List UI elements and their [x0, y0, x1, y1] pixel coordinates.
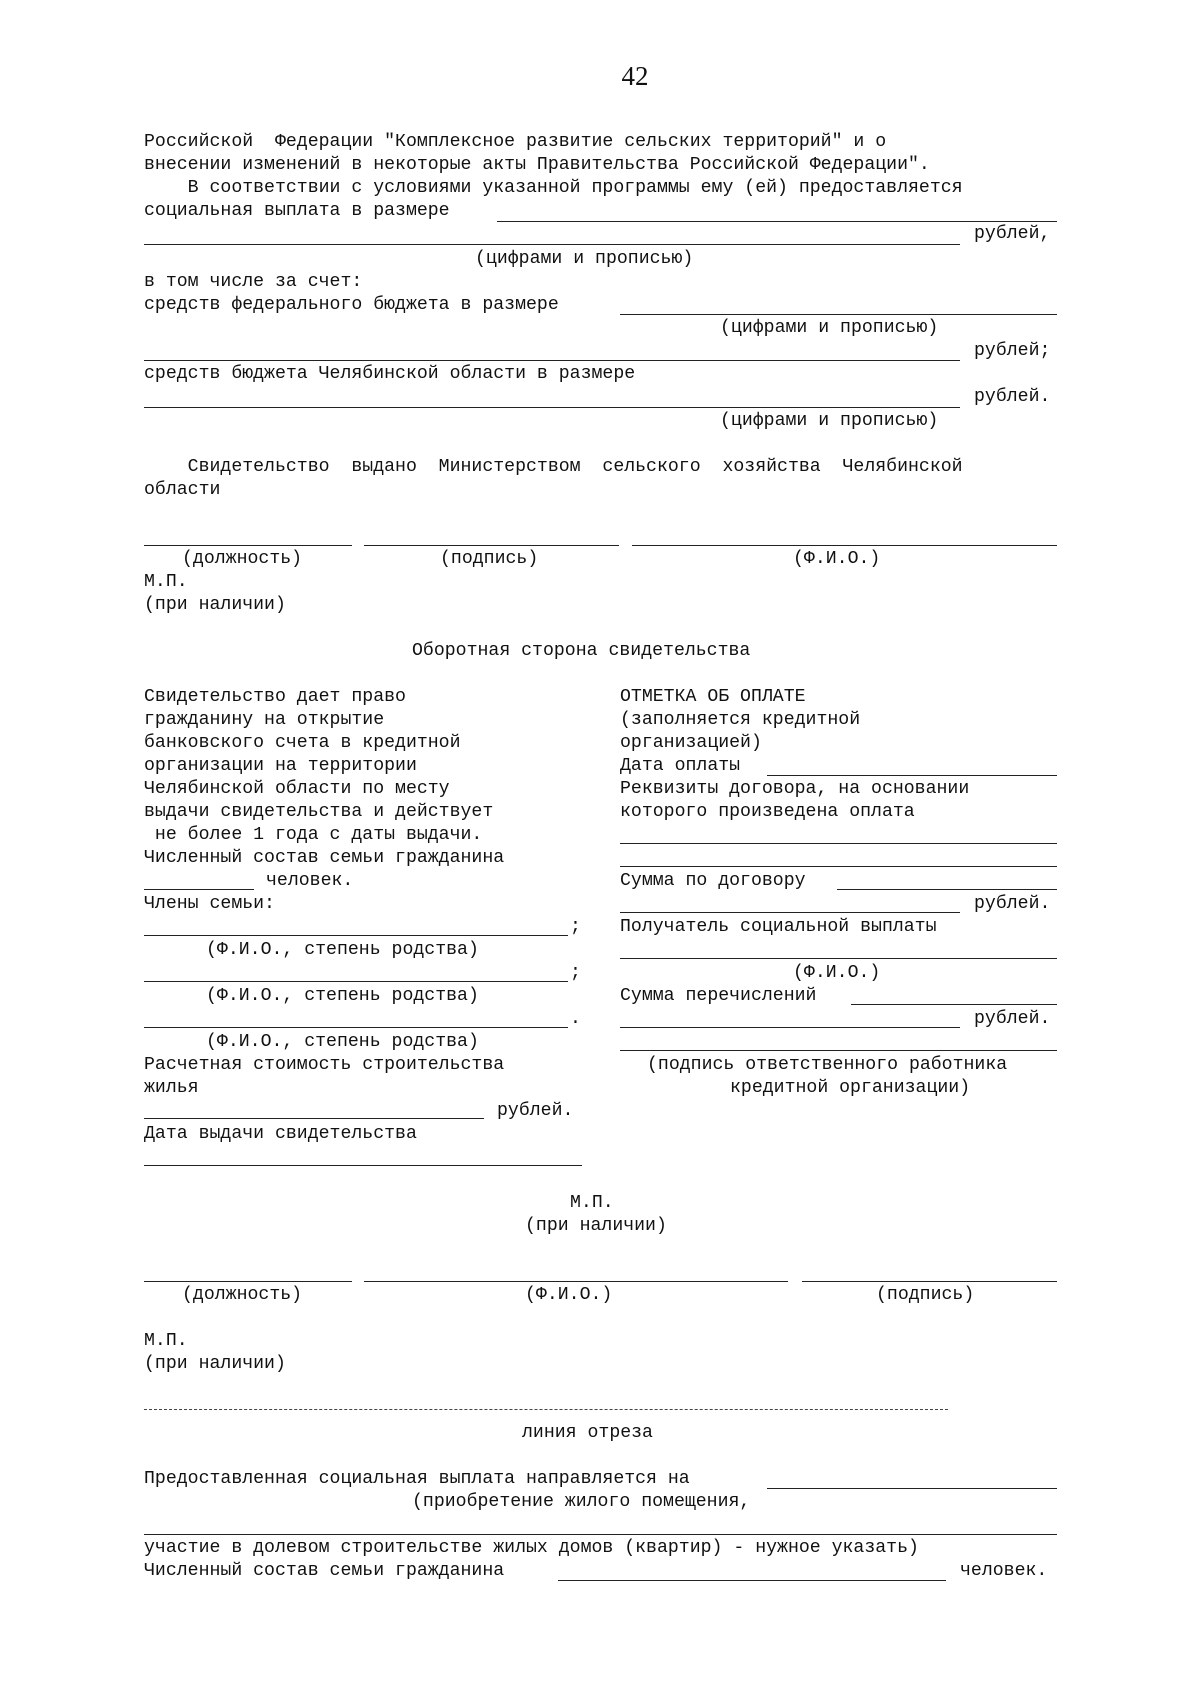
payment-mark-title: ОТМЕТКА ОБ ОПЛАТЕ — [620, 687, 806, 707]
recipient-fio-hint: (Ф.И.О.) — [793, 963, 881, 983]
family-size-field[interactable] — [144, 889, 254, 890]
recipient-label: Получатель социальной выплаты — [620, 917, 937, 937]
left-line-7: не более 1 года с даты выдачи. — [144, 825, 483, 845]
signature-label: (подпись) — [440, 549, 539, 569]
intro-line-2: внесении изменений в некоторые акты Правительства Российской Федерации". — [144, 155, 930, 175]
fio-field[interactable] — [632, 545, 1057, 546]
reverse-side-title: Оборотная сторона свидетельства — [412, 641, 751, 661]
member-2-field[interactable] — [144, 981, 568, 982]
signature-field[interactable] — [364, 545, 619, 546]
left-line-8: Численный состав семьи гражданина — [144, 848, 505, 868]
sum-transfer-field[interactable] — [851, 1004, 1057, 1005]
payment-date-label: Дата оплаты — [620, 756, 741, 776]
position-label-2: (должность) — [182, 1285, 303, 1305]
semicolon-2: ; — [570, 963, 581, 983]
sum-transfer-field-2[interactable] — [620, 1027, 960, 1028]
footer-family-label: Численный состав семьи гражданина — [144, 1561, 505, 1581]
payment-date-field[interactable] — [767, 775, 1057, 776]
filled-by-1: (заполняется кредитной — [620, 710, 861, 730]
bank-signature-field[interactable] — [620, 1050, 1057, 1051]
kinship-hint-2: (Ф.И.О., степень родства) — [206, 986, 479, 1006]
stamp-label-2: М.П. — [144, 1331, 188, 1351]
issue-date-label: Дата выдачи свидетельства — [144, 1124, 417, 1144]
purpose-hint: (приобретение жилого помещения, — [412, 1492, 751, 1512]
sum-transfer-label: Сумма перечислений — [620, 986, 817, 1006]
footer-line-1: Предоставленная социальная выплата направляется на — [144, 1469, 690, 1489]
kinship-hint-1: (Ф.И.О., степень родства) — [206, 940, 479, 960]
purpose-field[interactable] — [767, 1488, 1057, 1489]
filled-by-2: организацией) — [620, 733, 762, 753]
left-line-6: выдачи свидетельства и действует — [144, 802, 494, 822]
federal-amount-field-2[interactable] — [144, 360, 960, 361]
hint-digits-words-3: (цифрами и прописью) — [720, 411, 939, 431]
contract-field-2[interactable] — [620, 866, 1057, 867]
rubles-label-3: рублей. — [974, 387, 1051, 407]
member-1-field[interactable] — [144, 935, 568, 936]
fio-field-2[interactable] — [364, 1281, 788, 1282]
cost-field[interactable] — [144, 1118, 484, 1119]
intro-line-1: Российской Федерации "Комплексное развитие сельских территорий" и о — [144, 132, 887, 152]
center-stamp-label: М.П. — [570, 1193, 614, 1213]
cost-label-1: Расчетная стоимость строительства — [144, 1055, 505, 1075]
recipient-field[interactable] — [620, 958, 1057, 959]
issue-date-field[interactable] — [144, 1165, 582, 1166]
regional-amount-field[interactable] — [144, 407, 960, 408]
footer-persons-label: человек. — [960, 1561, 1048, 1581]
federal-budget-label: средств федерального бюджета в размере — [144, 295, 559, 315]
stamp-label: М.П. — [144, 572, 188, 592]
purpose-field-2[interactable] — [144, 1534, 1057, 1535]
stamp-if-any: (при наличии) — [144, 595, 286, 615]
bank-signature-hint-2: кредитной организации) — [730, 1078, 971, 1098]
stamp-if-any-2: (при наличии) — [144, 1354, 286, 1374]
semicolon-1: ; — [570, 917, 581, 937]
left-line-5: Челябинской области по месту — [144, 779, 450, 799]
position-field-2[interactable] — [144, 1281, 352, 1282]
issued-line-2: области — [144, 480, 221, 500]
rubles-label-2: рублей; — [974, 341, 1051, 361]
kinship-hint-3: (Ф.И.О., степень родства) — [206, 1032, 479, 1052]
bank-signature-hint-1: (подпись ответственного работника — [647, 1055, 1008, 1075]
cut-line-label: линия отреза — [522, 1423, 653, 1443]
cost-label-2: жилья — [144, 1078, 199, 1098]
regional-budget-label: средств бюджета Челябинской области в размере — [144, 364, 636, 384]
persons-label: человек. — [266, 871, 354, 891]
fio-label-2: (Ф.И.О.) — [525, 1285, 613, 1305]
member-3-field[interactable] — [144, 1027, 568, 1028]
family-members-label: Члены семьи: — [144, 894, 275, 914]
contract-label-2: которого произведена оплата — [620, 802, 915, 822]
sum-contract-field[interactable] — [837, 889, 1057, 890]
left-line-2: гражданину на открытие — [144, 710, 385, 730]
page-number: 42 — [621, 61, 649, 91]
position-label: (должность) — [182, 549, 303, 569]
cut-line — [144, 1409, 948, 1410]
footer-family-field[interactable] — [558, 1580, 946, 1581]
cost-rubles-label: рублей. — [497, 1101, 574, 1121]
rubles-label-1: рублей, — [974, 224, 1051, 244]
left-line-4: организации на территории — [144, 756, 417, 776]
signature-label-2: (подпись) — [876, 1285, 975, 1305]
sum-contract-field-2[interactable] — [620, 912, 960, 913]
intro-line-4: социальная выплата в размере — [144, 201, 450, 221]
sum-contract-rubles: рублей. — [974, 894, 1051, 914]
period-3: . — [570, 1009, 581, 1029]
sum-contract-label: Сумма по договору — [620, 871, 806, 891]
federal-amount-field[interactable] — [620, 314, 1057, 315]
payment-amount-field-2[interactable] — [144, 244, 960, 245]
payment-amount-field[interactable] — [497, 221, 1057, 222]
left-line-3: банковского счета в кредитной — [144, 733, 461, 753]
including-label: в том числе за счет: — [144, 272, 363, 292]
center-stamp-if-any: (при наличии) — [525, 1216, 667, 1236]
issued-line-1: Свидетельство выдано Министерством сельского хозяйства Челябинской — [144, 457, 963, 477]
left-line-1: Свидетельство дает право — [144, 687, 406, 707]
sum-transfer-rubles: рублей. — [974, 1009, 1051, 1029]
footer-line-3: участие в долевом строительстве жилых домов (квартир) - нужное указать) — [144, 1538, 919, 1558]
fio-label: (Ф.И.О.) — [793, 549, 881, 569]
contract-label-1: Реквизиты договора, на основании — [620, 779, 970, 799]
intro-line-3: В соответствии с условиями указанной программы ему (ей) предоставляется — [144, 178, 963, 198]
signature-field-2[interactable] — [802, 1281, 1057, 1282]
contract-field-1[interactable] — [620, 843, 1057, 844]
hint-digits-words-2: (цифрами и прописью) — [720, 318, 939, 338]
position-field[interactable] — [144, 545, 352, 546]
hint-digits-words-1: (цифрами и прописью) — [475, 249, 694, 269]
